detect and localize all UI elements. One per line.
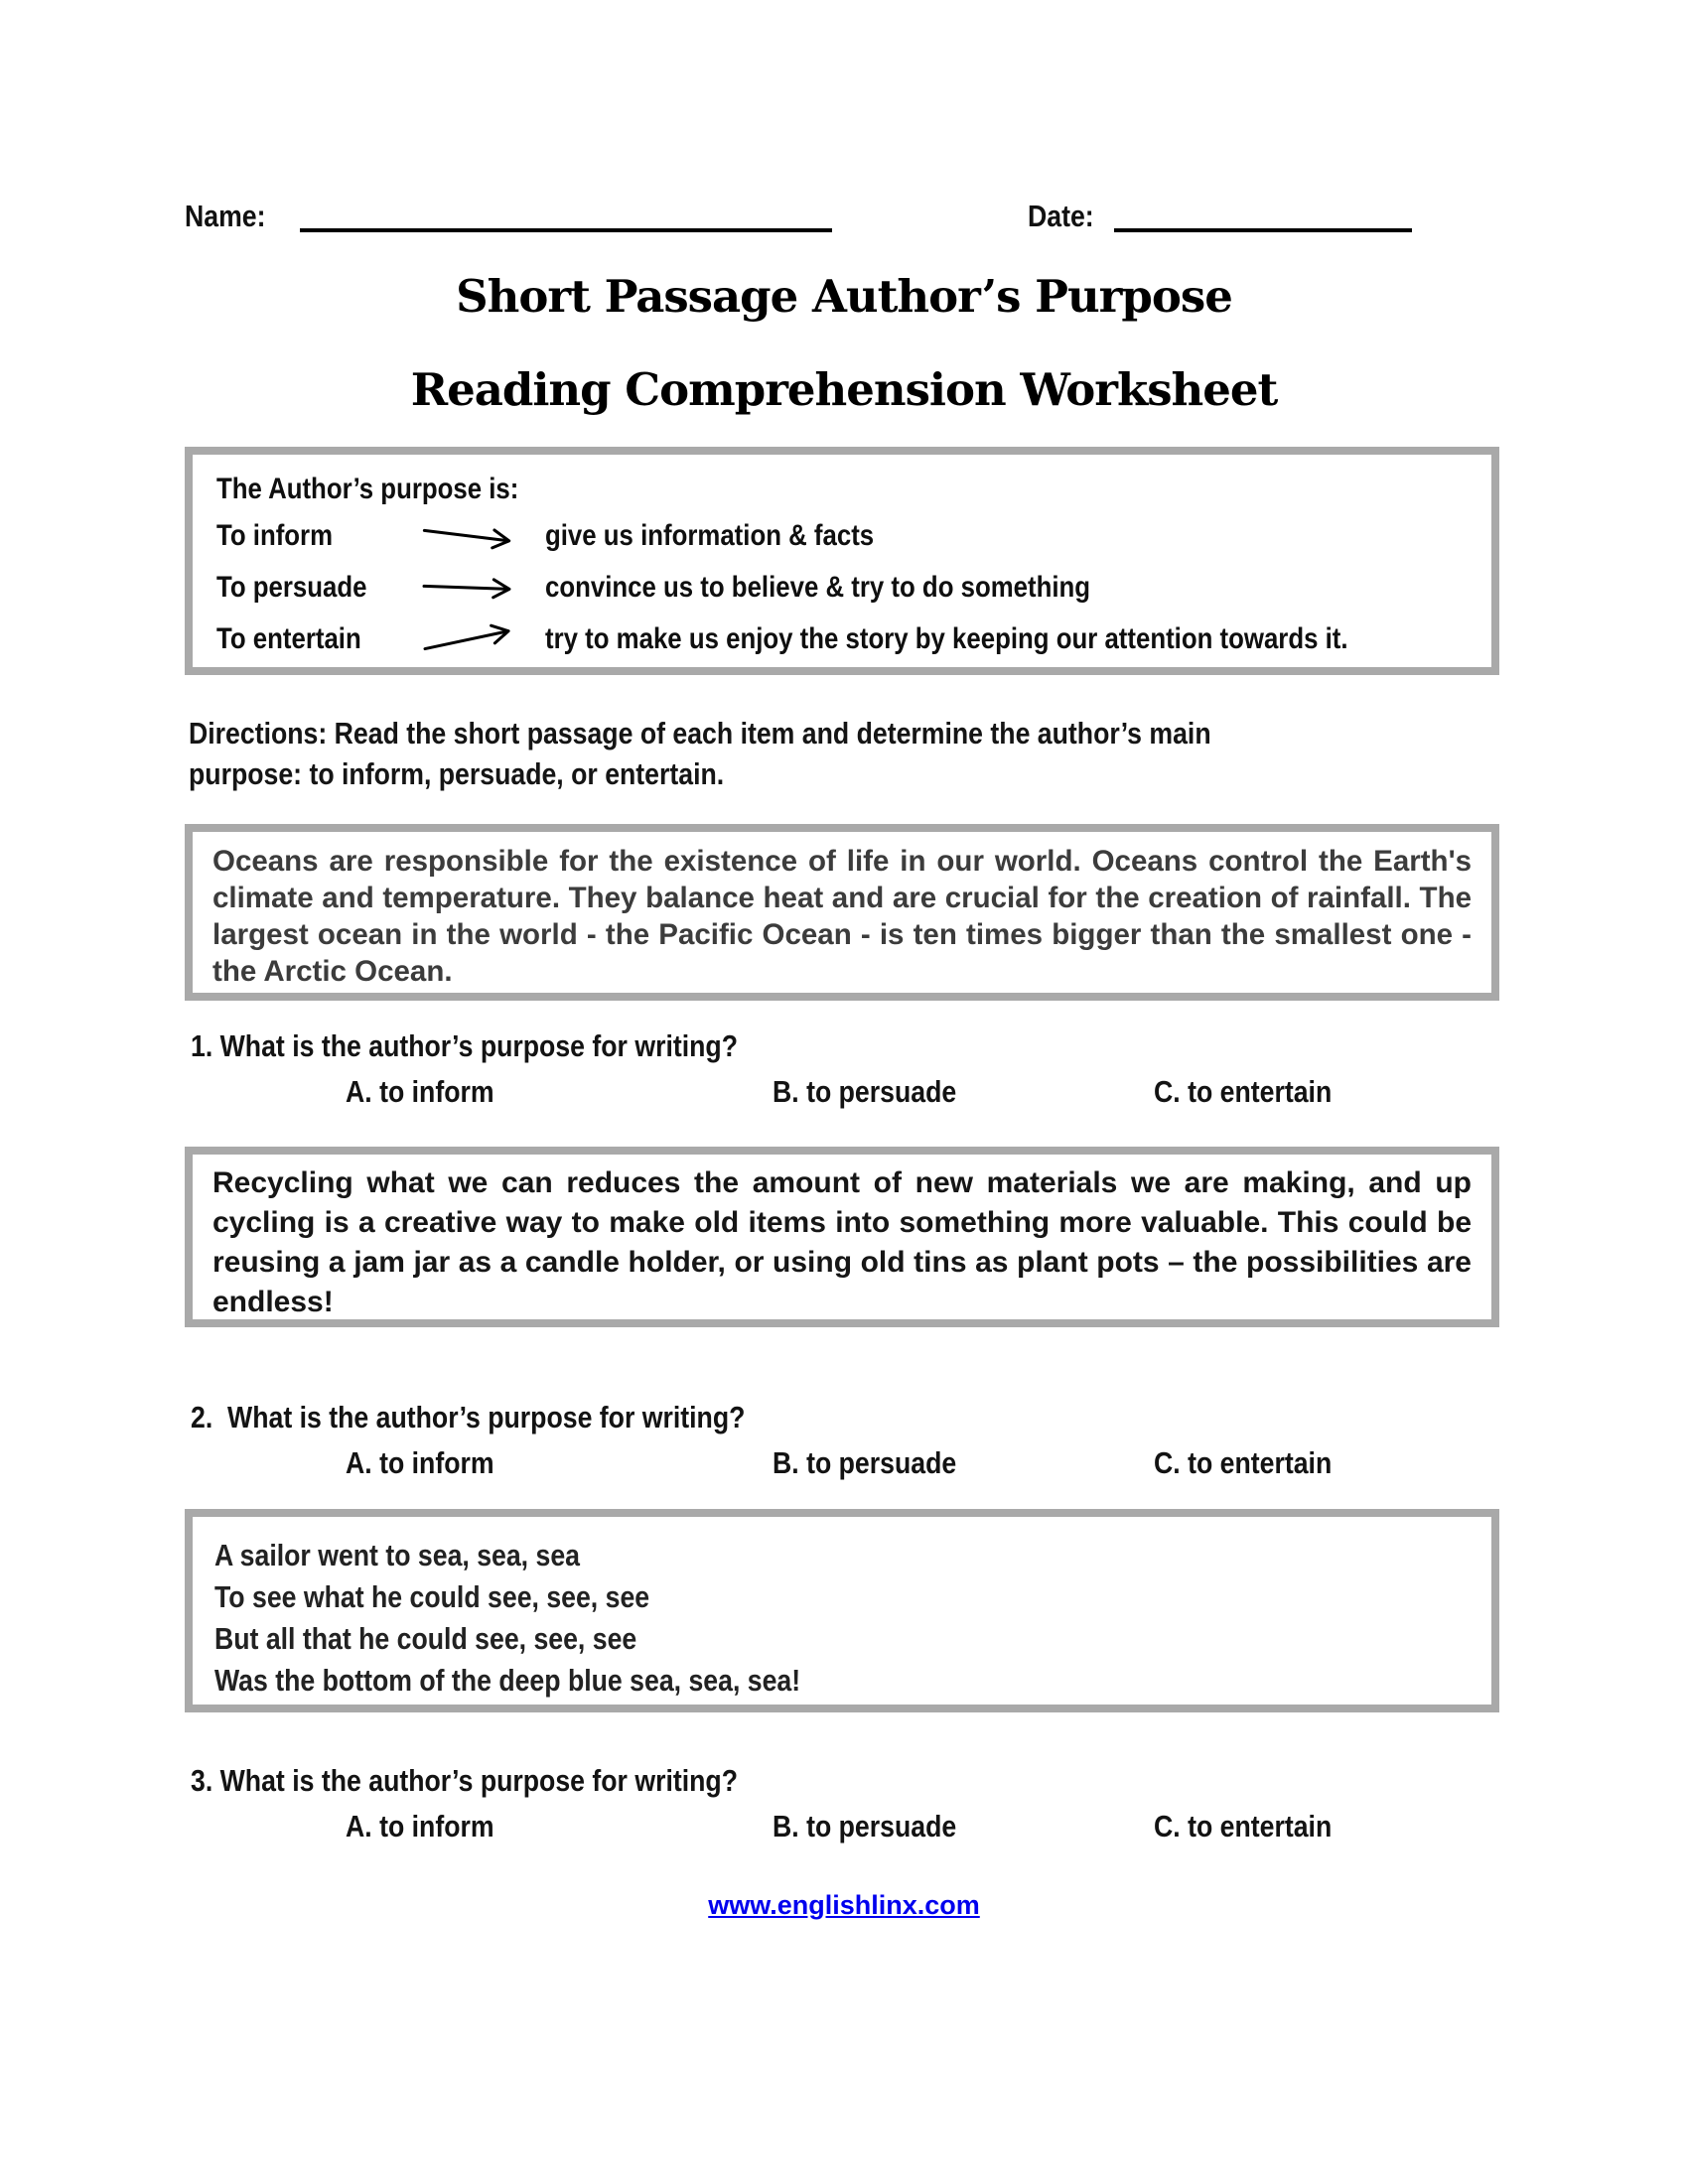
purpose-label [216, 622, 420, 656]
passage-box-2 [185, 1147, 1499, 1327]
question-1-text: 1. What is the author’s purpose for writing? [191, 1028, 739, 1063]
option-a [346, 1809, 518, 1844]
option-c [1154, 1445, 1360, 1481]
directions-line-2: purpose: to inform, persuade, or entertain. [189, 756, 725, 791]
option-c-text: C. to entertain [1154, 1809, 1333, 1843]
page-subtitle: Reading Comprehension Worksheet [410, 363, 1278, 416]
poem-line [214, 1660, 1472, 1702]
option-b-text: B. to persuade [773, 1809, 957, 1843]
poem-line [214, 1618, 1472, 1660]
purpose-key-box [185, 447, 1499, 675]
question-1-options [0, 1074, 1688, 1114]
question-1 [191, 1028, 827, 1064]
name-blank-line [300, 228, 832, 232]
purpose-definition-text: give us information & facts [545, 519, 875, 552]
purpose-row-persuade [216, 562, 1481, 614]
question-3 [191, 1763, 827, 1799]
poem-line-1-text: A sailor went to sea, sea, sea [214, 1538, 580, 1572]
purpose-label [216, 519, 420, 553]
purpose-definition [545, 622, 1478, 656]
question-3-options [0, 1809, 1688, 1848]
purpose-heading [216, 469, 1481, 510]
option-b-text: B. to persuade [773, 1074, 957, 1109]
option-a-text: A. to inform [346, 1074, 494, 1109]
passage-2-text: Recycling what we can reduces the amount of new materials we are making, and up cycling is a creative way to make old items into something more valuable. This could be reusing a jam jar as a candle holder, or using old tins as plant pots – the possibilities are endless! [212, 1166, 1472, 1318]
option-b [773, 1074, 986, 1110]
option-a-text: A. to inform [346, 1445, 494, 1480]
date-label-text: Date: [1028, 199, 1094, 233]
right-arrow-icon [418, 614, 521, 664]
right-arrow-icon [419, 515, 521, 557]
name-label [185, 199, 279, 234]
question-2 [191, 1400, 835, 1435]
date-label [1028, 199, 1105, 234]
question-3-text: 3. What is the author’s purpose for writing? [191, 1763, 739, 1798]
purpose-definition [545, 571, 1179, 605]
passage-1-text: Oceans are responsible for the existence of life in our world. Oceans control the Earth's climate and temperature. They balance heat and are crucial for the creation of rainfall. The largest ocean in the world - the Pacific Ocean - is ten times bigger than the smallest one - the Arctic Ocean. [212, 845, 1472, 988]
option-c-text: C. to entertain [1154, 1445, 1333, 1480]
passage-box-3 [185, 1509, 1499, 1712]
poem-line-2-text: To see what he could see, see, see [214, 1579, 650, 1614]
directions-text [189, 713, 1377, 794]
purpose-definition [545, 519, 927, 553]
purpose-row-entertain [216, 614, 1481, 665]
option-a-text: A. to inform [346, 1809, 494, 1843]
question-2-text: 2. What is the author’s purpose for writing? [191, 1400, 746, 1434]
poem-line [214, 1535, 1472, 1576]
page-title: Short Passage Author’s Purpose [456, 270, 1232, 323]
directions-line-1: Directions: Read the short passage of each item and determine the author’s main [189, 716, 1211, 751]
option-b [773, 1445, 986, 1481]
purpose-label-text: To persuade [216, 571, 367, 604]
option-a [346, 1074, 518, 1110]
right-arrow-icon [420, 571, 520, 604]
option-c [1154, 1074, 1360, 1110]
option-b-text: B. to persuade [773, 1445, 957, 1480]
purpose-label [216, 571, 420, 605]
purpose-row-inform [216, 510, 1481, 562]
poem-line [214, 1576, 1472, 1618]
question-2-options [0, 1445, 1688, 1485]
purpose-label-text: To inform [216, 519, 334, 552]
purpose-definition-text: convince us to believe & try to do something [545, 571, 1091, 604]
option-c-text: C. to entertain [1154, 1074, 1333, 1109]
passage-box-1 [185, 824, 1499, 1001]
purpose-heading-text: The Author’s purpose is: [216, 473, 519, 505]
option-c [1154, 1809, 1360, 1844]
name-label-text: Name: [185, 199, 266, 233]
date-blank-line [1114, 228, 1412, 232]
poem-line-3-text: But all that he could see, see, see [214, 1621, 637, 1656]
purpose-definition-text: try to make us enjoy the story by keeping our attention towards it. [545, 622, 1348, 655]
footer [0, 1890, 1688, 1921]
poem-line-4-text: Was the bottom of the deep blue sea, sea, sea! [214, 1663, 801, 1698]
option-b [773, 1809, 986, 1844]
option-a [346, 1445, 518, 1481]
purpose-label-text: To entertain [216, 622, 361, 655]
footer-link[interactable]: www.englishlinx.com [708, 1890, 980, 1920]
